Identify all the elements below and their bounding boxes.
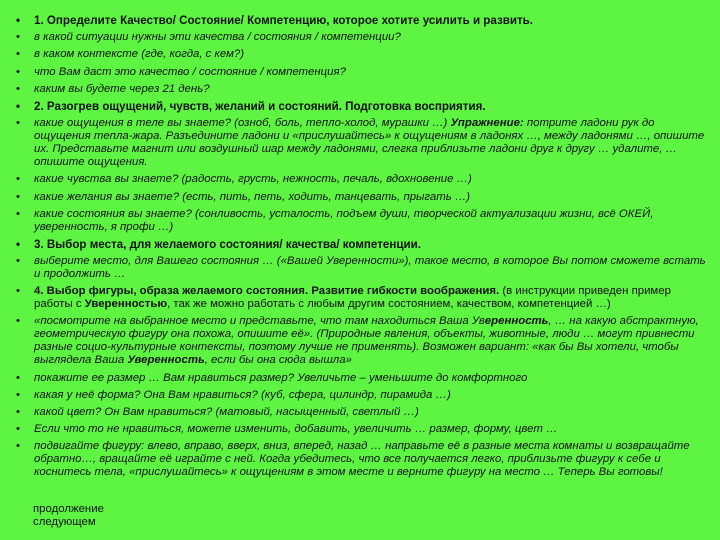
text-segment: Уверенность <box>127 354 205 367</box>
list-item <box>14 423 708 436</box>
list-item <box>14 389 708 402</box>
bullet-icon: • <box>16 65 20 78</box>
bullet-icon: • <box>16 371 20 384</box>
text-segment: покажите ее размер … Вам нравиться размер? Увеличьте – уменьшите до комфортного <box>34 371 528 384</box>
text-segment: , … на какую абстрактную, геометрическую фигуру она похожа, опишите её». (Природные явления, объекты, животные, люди … могут привнести разные социо-культурные контексты, поэтому лучше не применять). Возможен вариант: «как бы Вы хотели, чтобы выглядела Ваша <box>34 315 699 367</box>
bullet-icon: • <box>16 48 20 61</box>
text-segment: Если что то не нравиться, можете изменить, добавить, увеличить … размер, форму, цвет … <box>34 423 558 436</box>
list-item <box>14 255 708 281</box>
text-segment: (в инструкции приведен пример работы с <box>34 285 671 311</box>
list-item <box>14 48 708 61</box>
list-item <box>14 117 708 169</box>
text-segment: какие желания вы знаете? (есть, пить, петь, ходить, танцевать, прыгать …) <box>34 190 471 203</box>
section-heading <box>14 238 708 251</box>
text-segment: какие чувства вы знаете? (радость, грусть, нежность, печаль, вдохновение …) <box>34 173 472 186</box>
text-segment: Упражнение: <box>450 117 524 130</box>
text-segment: 2. Разогрев ощущений, чувств, желаний и состояний. Подготовка восприятия. <box>34 99 486 113</box>
text-segment: какие ощущения в теле вы знаете? (озноб, боль, тепло-холод, мурашки …) <box>34 117 451 130</box>
bullet-icon: • <box>16 99 21 113</box>
bullet-icon: • <box>16 190 20 203</box>
bullet-icon: • <box>16 207 20 220</box>
text-segment: какая у неё форма? Она Вам нравиться? (куб, сфера, цилиндр, пирамида …) <box>34 388 451 401</box>
list-item <box>14 406 708 419</box>
list-item <box>14 372 708 385</box>
list-item <box>14 191 708 204</box>
bullet-icon: • <box>16 31 20 44</box>
section-heading <box>14 14 708 27</box>
bullet-icon: • <box>16 173 20 186</box>
list-item <box>14 440 708 479</box>
bullet-icon: • <box>16 388 20 401</box>
list-item <box>14 173 708 186</box>
bullet-icon: • <box>16 255 20 268</box>
bullet-icon: • <box>16 82 20 95</box>
bullet-icon: • <box>16 117 20 130</box>
overlay-text-2: следующем <box>33 516 96 528</box>
text-segment: какие состояния вы знаете? (сонливость, усталость, подъем души, творческой актуализации жизни, всё ОКЕЙ, уверенность, я профи …) <box>34 207 654 233</box>
text-segment: 1. Определите Качество/ Состояние/ Компетенцию, которое хотите усилить и развить. <box>34 14 534 27</box>
bullet-icon: • <box>16 285 20 298</box>
text-segment: еренность <box>484 315 549 328</box>
text-segment: , так же можно работать с любым другим состоянием, качеством, компетенцией …) <box>167 298 611 311</box>
text-segment: каким вы будете через 21 день? <box>34 82 210 95</box>
bullet-icon: • <box>16 406 20 418</box>
text-segment: какой цвет? Он Вам нравиться? (матовый, насыщенный, светлый …) <box>34 406 419 418</box>
bullet-icon: • <box>16 315 20 328</box>
text-segment: «посмотрите на выбранное место и представьте, что там находиться Ваша Ув <box>34 315 485 328</box>
bullet-icon: • <box>16 440 20 453</box>
text-segment: , если бы она сюда вышла» <box>204 354 352 367</box>
list-item <box>14 208 708 234</box>
list-item <box>14 315 708 367</box>
text-segment: выберите место, для Вашего состояния … («Вашей Уверенности»), такое место, в которое Вы потом сможете встать и продолжить … <box>34 255 706 281</box>
text-segment: 3. Выбор места, для желаемого состояния/ качества/ компетенции. <box>34 237 421 251</box>
text-segment: в каком контексте (где, когда, с кем?) <box>34 48 245 61</box>
text-segment: 4. Выбор фигуры, образа желаемого состояния. Развитие гибкости воображения. <box>34 285 500 298</box>
bullet-icon: • <box>16 14 21 27</box>
text-segment: подвигайте фигуру: влево, вправо, вверх, вниз, вперед, назад … направьте её в разные места комнаты и возвращайте обратно…, вращайте её играйте с ней. Когда убедитесь, что все получается легко, приблизьте фигуру к себе и коснитесь тела, «прислушайтесь» к ощущениям в этом месте и верните фигуру на место … Теперь Вы готовы! <box>34 440 690 479</box>
list-item <box>14 66 708 79</box>
list-item <box>14 83 708 96</box>
text-segment: что Вам даст это качество / состояние / компетенция? <box>34 65 346 78</box>
instruction-list <box>14 14 708 484</box>
overlay-text-1: продолжение <box>33 503 104 515</box>
list-item <box>14 285 708 311</box>
section-heading <box>14 100 708 113</box>
text-segment: в какой ситуации нужны эти качества / состояния / компетенции? <box>34 31 401 44</box>
bullet-icon: • <box>16 237 21 251</box>
bullet-icon: • <box>16 423 20 436</box>
text-segment: потрите ладони рук до ощущения тепла-жара. Разъедините ладони и «прислушайтесь» к ощущениям в ладонях …, между ладонями …, опишите их. Представьте магнит или воздушный шар между ладонями, слегка приблизьте ладони друг к другу … удалите, … опишите ощущения. <box>34 117 705 169</box>
list-item <box>14 31 708 44</box>
text-segment: Уверенностью <box>84 298 168 311</box>
